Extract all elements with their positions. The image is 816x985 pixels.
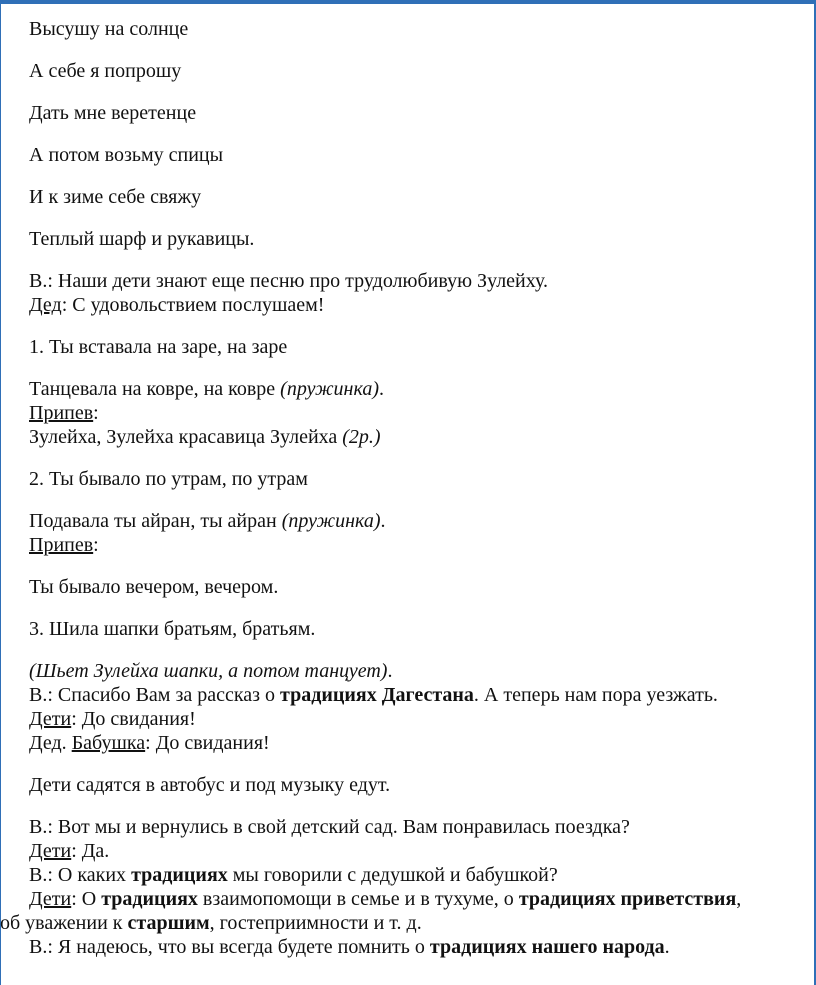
punctuation: , [736, 888, 742, 910]
song-text: 3. Шила шапки братьям, братьям. [29, 618, 316, 640]
dialog-text: . А теперь нам пора уезжать. [473, 684, 718, 706]
speaker-label: Дети [29, 888, 72, 910]
dialog-text: В.: Вот мы и вернулись в свой детский сад. Вам понравилась поездка? [29, 816, 630, 838]
speaker-label: Дети [29, 708, 72, 730]
emphasis-text: традициях нашего народа [429, 936, 665, 958]
dialog-text: Наши дети знают еще песню про трудолюбивую Зулейху. [52, 270, 548, 292]
dialog-text: об уважении к [0, 912, 128, 934]
dialog-line [29, 887, 809, 911]
dialog-line [29, 935, 809, 959]
poem-line [29, 227, 809, 251]
song-line [29, 425, 809, 449]
emphasis-text: традициях Дагестана [280, 684, 474, 706]
song-line [29, 509, 809, 533]
speaker-label: В.: [29, 270, 53, 292]
punctuation: . [380, 510, 386, 532]
dialog-line [29, 269, 809, 293]
dialog-line [0, 911, 809, 935]
dialog-line [29, 863, 809, 887]
stage-direction: (пружинка) [280, 378, 379, 400]
dialog-text: : До свидания! [145, 732, 270, 754]
dialog-line [29, 707, 809, 731]
speaker-label: Дед. [29, 732, 72, 754]
poem-line [29, 101, 809, 125]
song-line [29, 617, 809, 641]
dialog-text: : С удовольствием послушаем! [61, 294, 325, 316]
punctuation: . [379, 378, 384, 400]
dialog-line [29, 293, 809, 317]
dialog-text: мы говорили с дедушкой и бабушкой? [227, 864, 558, 886]
dialog-line [29, 815, 809, 839]
poem-line-text: Дать мне веретенце [29, 102, 197, 124]
song-text: Танцевала на ковре, на ковре [29, 378, 281, 400]
poem-line-text: А потом возьму спицы [29, 144, 224, 166]
punctuation: : [93, 402, 99, 424]
punctuation: : [93, 534, 99, 556]
dialog-text: В.: О каких [29, 864, 132, 886]
poem-line-text: И к зиме себе свяжу [29, 186, 202, 208]
song-text: 1. Ты вставала на заре, на заре [29, 336, 288, 358]
punctuation: . [387, 660, 393, 682]
stage-direction: Дети садятся в автобус и под музыку едут. [29, 774, 391, 796]
song-text: Подавала ты айран, ты айран [29, 510, 282, 532]
poem-line-text: Высушу на солнце [29, 18, 189, 40]
document-body [0, 17, 809, 959]
emphasis-text: традициях приветствия [518, 888, 737, 910]
dialog-line [29, 839, 809, 863]
song-text: Зулейха, Зулейха красавица Зулейха [29, 426, 343, 448]
dialog-text: взаимопомощи в семье и в тухуме, о [197, 888, 519, 910]
emphasis-text: традициях [101, 888, 198, 910]
song-line [29, 467, 809, 491]
chorus-label: Припев [29, 402, 94, 424]
dialog-text: : О [71, 888, 102, 910]
dialog-line [29, 683, 809, 707]
chorus-label-line [29, 533, 809, 557]
dialog-line [29, 731, 809, 755]
poem-line [29, 185, 809, 209]
stage-direction-line [29, 773, 809, 797]
dialog-text: : Да. [71, 840, 110, 862]
chorus-label: Припев [29, 534, 94, 556]
stage-direction: (Шьет Зулейха шапки, а потом танцует) [29, 660, 388, 682]
poem-line [29, 143, 809, 167]
chorus-label-line [29, 401, 809, 425]
song-line [29, 575, 809, 599]
speaker-label: Дед [29, 294, 62, 316]
poem-line-text: А себе я попрошу [29, 60, 182, 82]
speaker-label: Бабушка [71, 732, 146, 754]
song-text: 2. Ты бывало по утрам, по утрам [29, 468, 308, 490]
stage-direction: (пружинка) [281, 510, 381, 532]
dialog-text: В.: Я надеюсь, что вы всегда будете помнить о [29, 936, 430, 958]
song-line [29, 335, 809, 359]
emphasis-text: традициях [131, 864, 228, 886]
speaker-label: Дети [29, 840, 72, 862]
punctuation: . [664, 936, 670, 958]
dialog-text: , гостеприимности и т. д. [209, 912, 422, 934]
song-text: Ты бывало вечером, вечером. [29, 576, 279, 598]
dialog-text: В.: Спасибо Вам за рассказ о [29, 684, 281, 706]
poem-line [29, 17, 809, 41]
song-line [29, 377, 809, 401]
poem-line [29, 59, 809, 83]
dialog-text: : До свидания! [71, 708, 196, 730]
poem-line-text: Теплый шарф и рукавицы. [29, 228, 255, 250]
emphasis-text: старшим [127, 912, 210, 934]
stage-direction: (2р.) [342, 426, 381, 448]
stage-direction-line [29, 659, 809, 683]
